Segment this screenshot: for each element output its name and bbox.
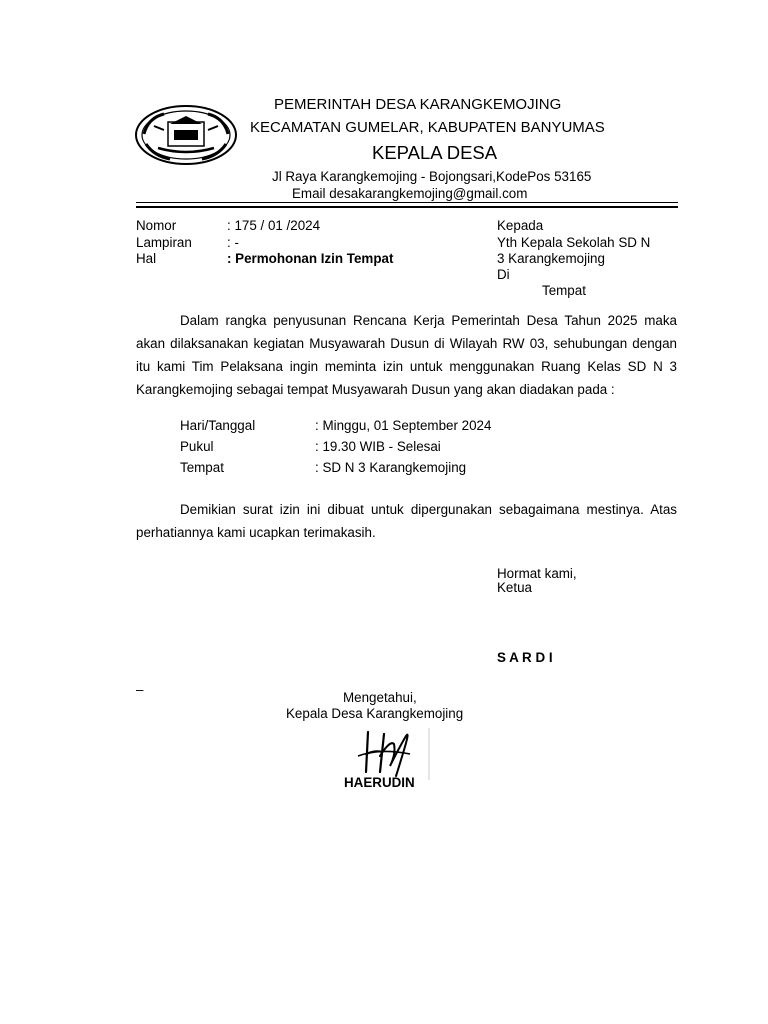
detail-value: : SD N 3 Karangkemojing	[315, 460, 467, 475]
detail-label: Tempat	[180, 460, 224, 475]
hal-value: : Permohonan Izin Tempat	[227, 251, 394, 266]
recipient-school: 3 Karangkemojing	[497, 251, 605, 266]
letterhead-divider-thin	[136, 202, 678, 203]
letterhead-address: Jl Raya Karangkemojing - Bojongsari,KodePos 53165	[272, 169, 592, 184]
lampiran-value: : -	[227, 235, 239, 250]
approval-title: Kepala Desa Karangkemojing	[286, 706, 464, 721]
handwritten-signature	[340, 726, 432, 782]
closing-greeting: Hormat kami,	[497, 566, 577, 581]
hal-label: Hal	[136, 251, 157, 266]
letterhead-district: KECAMATAN GUMELAR, KABUPATEN BANYUMAS	[250, 119, 605, 136]
body-paragraph-1	[136, 309, 677, 401]
nomor-label: Nomor	[136, 218, 177, 233]
detail-value: : 19.30 WIB - Selesai	[315, 439, 441, 454]
recipient-di: Di	[497, 267, 510, 282]
letterhead-title: KEPALA DESA	[372, 142, 498, 163]
detail-value: : Minggu, 01 September 2024	[315, 418, 492, 433]
body-paragraph-2	[136, 498, 677, 544]
recipient-title: Yth Kepala Sekolah SD N	[497, 235, 651, 250]
detail-label: Pukul	[180, 439, 214, 454]
closing-role: Ketua	[497, 580, 532, 595]
letterhead-email: Email desakarangkemojing@gmail.com	[292, 186, 528, 201]
body-paragraph-2-text: Demikian surat izin ini dibuat untuk dipergunakan sebagaimana mestinya. Atas perhatiannya kami ucapkan terimakasih.	[136, 502, 677, 540]
letterhead-divider-thick	[136, 206, 678, 208]
village-emblem-logo	[134, 104, 238, 166]
closing-signatory-name: S A R D I	[497, 650, 553, 665]
lampiran-label: Lampiran	[136, 235, 192, 250]
letterhead-government: PEMERINTAH DESA KARANGKEMOJING	[274, 96, 562, 113]
approval-label: Mengetahui,	[343, 690, 417, 705]
nomor-value: : 175 / 01 /2024	[227, 218, 321, 233]
detail-label: Hari/Tanggal	[180, 418, 256, 433]
approval-dash: –	[136, 682, 144, 697]
approval-name: HAERUDIN	[344, 775, 415, 790]
recipient-kepada: Kepada	[497, 218, 544, 233]
body-paragraph-1-text: Dalam rangka penyusunan Rencana Kerja Pemerintah Desa Tahun 2025 maka akan dilaksanakan kegiatan Musyawarah Dusun di Wilayah RW 03, sehubungan dengan itu kami Tim Pelaksana ingin meminta izin untuk menggunakan Ruang Kelas SD N 3 Karangkemojing sebagai tempat Musyawarah Dusun yang akan diadakan pada :	[136, 313, 677, 397]
recipient-tempat: Tempat	[542, 283, 586, 298]
